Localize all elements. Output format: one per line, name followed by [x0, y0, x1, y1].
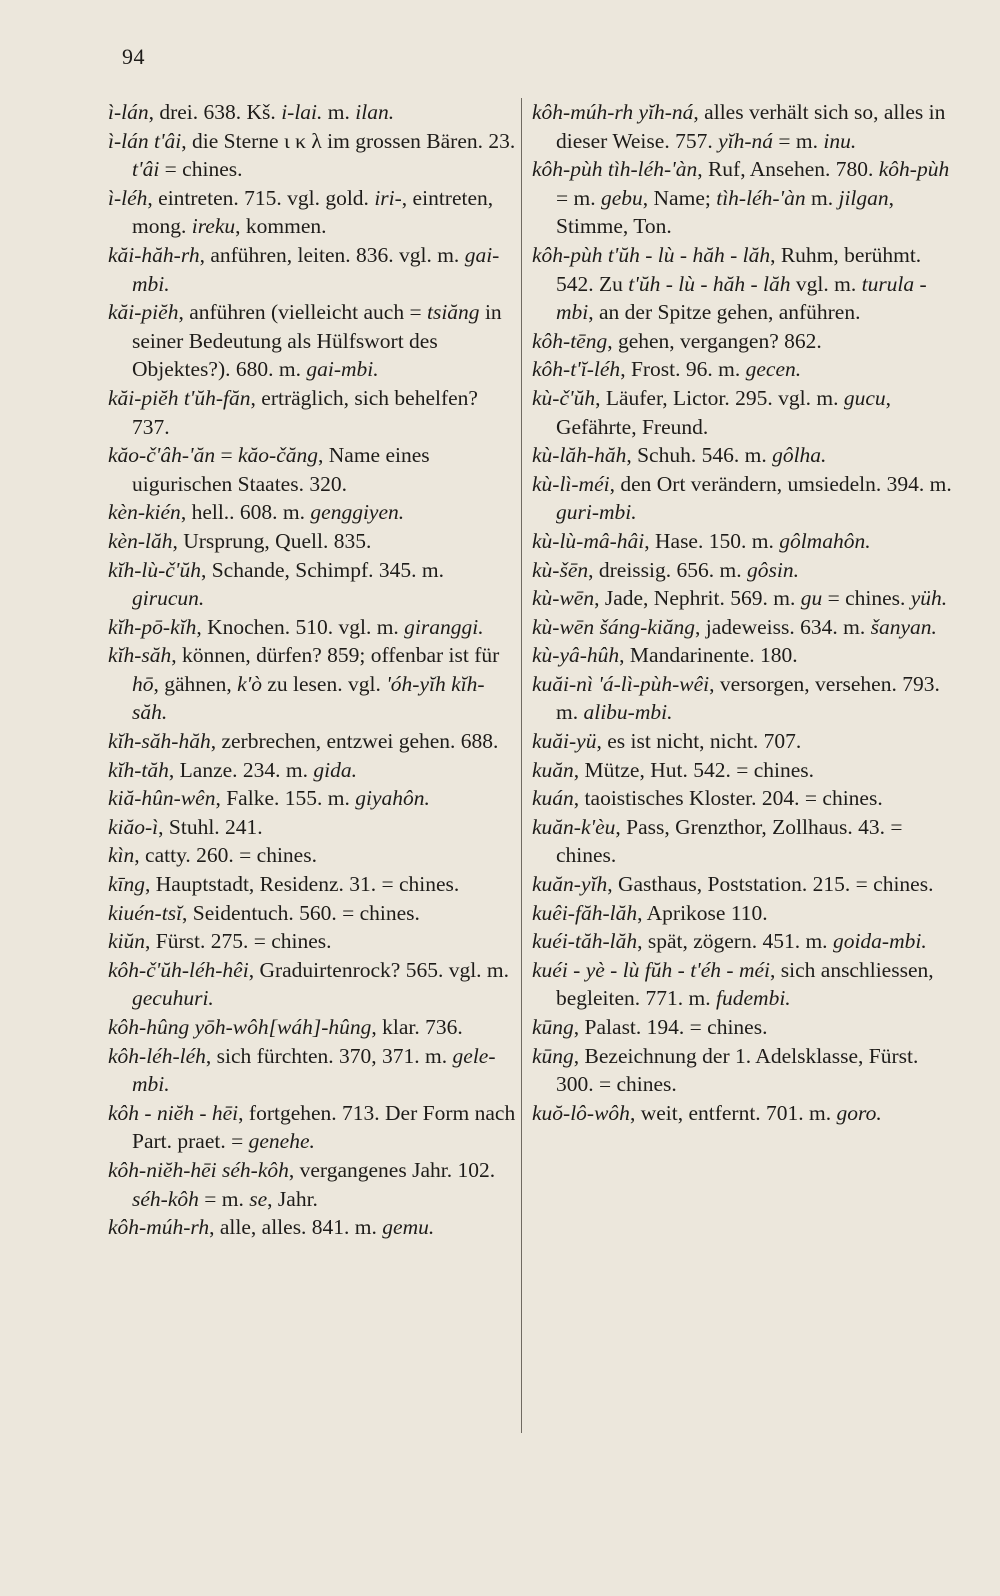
dictionary-entry: kĭh-săh-hăh, zerbrechen, entzwei gehen. 688. [108, 729, 499, 754]
dictionary-entry: kĭh-săh, können, dürfen? 859; offenbar ist für hō, gähnen, k'ò zu lesen. vgl. 'óh-yĭh kĭh-săh. [108, 643, 500, 725]
dictionary-entry: kuăn-yĭh, Gasthaus, Poststation. 215. = chines. [532, 872, 934, 897]
dictionary-entry: kù-lù-mâ-hâi, Hase. 150. m. gôlmahôn. [532, 528, 871, 553]
dictionary-entry: kĭh-pō-kĭh, Knochen. 510. vgl. m. giranggi. [108, 614, 484, 639]
right-column [532, 98, 956, 1127]
dictionary-entry: ì-léh, eintreten. 715. vgl. gold. iri-, eintreten, mong. ireku, kommen. [108, 185, 494, 239]
dictionary-entry: kôh-niĕh-hēi séh-kôh, vergangenes Jahr. 102. séh-kôh = m. se, Jahr. [108, 1157, 496, 1211]
dictionary-entry: kăo-č'âh-'ăn = kăo-čăng, Name eines uigurischen Staates. 320. [108, 443, 430, 496]
dictionary-entry: kìn, catty. 260. = chines. [108, 843, 317, 868]
dictionary-entry: kôh-tēng, gehen, vergangen? 862. [532, 328, 822, 353]
dictionary-entry: kôh-múh-rh yĭh-ná, alles verhält sich so, alles in dieser Weise. 757. yĭh-ná = m. inu. [532, 100, 946, 153]
dictionary-entry: kuăi-nì 'á-lì-pùh-wêi, versorgen, versehen. 793. m. alibu-mbi. [532, 671, 940, 725]
dictionary-entry: kù-wēn, Jade, Nephrit. 569. m. gu = chines. yüh. [532, 586, 948, 611]
dictionary-entry: kuán, taoistisches Kloster. 204. = chines. [532, 786, 883, 811]
dictionary-entry: kôh-léh-léh, sich fürchten. 370, 371. m. gele-mbi. [108, 1043, 496, 1097]
dictionary-entry: kôh-múh-rh, alle, alles. 841. m. gemu. [108, 1215, 435, 1240]
left-column [108, 98, 518, 1242]
page-number: 94 [122, 44, 145, 69]
dictionary-entry: kiŭn, Fürst. 275. = chines. [108, 929, 332, 954]
dictionary-entry: kuêi-făh-lăh, Aprikose 110. [532, 900, 768, 925]
dictionary-entry: kù-lăh-hăh, Schuh. 546. m. gôlha. [532, 443, 827, 468]
dictionary-entry: ì-lán t'âi, die Sterne ι κ λ im grossen Bären. 23. t'âi = chines. [108, 128, 516, 182]
dictionary-entry: kūng, Bezeichnung der 1. Adelsklasse, Fürst. 300. = chines. [532, 1043, 919, 1097]
dictionary-entry: kù-wēn šáng-kiăng, jadeweiss. 634. m. šanyan. [532, 614, 937, 639]
dictionary-entry: kôh-t'ĭ-léh, Frost. 96. m. gecen. [532, 357, 802, 382]
dictionary-entry: kôh-pùh tìh-léh-'àn, Ruf, Ansehen. 780. kôh-pùh = m. gebu, Name; tìh-léh-'àn m. jilgan, Stimme, Ton. [532, 157, 950, 239]
dictionary-entry: kiăo-ì, Stuhl. 241. [108, 814, 263, 839]
dictionary-entry: kĭh-tăh, Lanze. 234. m. gida. [108, 757, 358, 782]
dictionary-entry: kuăn-k'èu, Pass, Grenzthor, Zollhaus. 43. = chines. [532, 814, 903, 868]
dictionary-entry: kuăi-yü, es ist nicht, nicht. 707. [532, 729, 802, 754]
dictionary-entry: kôh-pùh t'ŭh - lù - hăh - lăh, Ruhm, berühmt. 542. Zu t'ŭh - lù - hăh - lăh vgl. m. turula - mbi, an der Spitze gehen, anführen. [532, 242, 927, 325]
dictionary-entry: kūng, Palast. 194. = chines. [532, 1015, 768, 1039]
dictionary-entry: kù-č'ŭh, Läufer, Lictor. 295. vgl. m. gucu, Gefährte, Freund. [532, 385, 891, 439]
dictionary-entry: kôh-č'ŭh-léh-hêi, Graduirtenrock? 565. vgl. m. gecuhuri. [108, 957, 510, 1011]
dictionary-entry: kuăn, Mütze, Hut. 542. = chines. [532, 757, 815, 782]
dictionary-entry: kăi-piĕh, anführen (vielleicht auch = tsiăng in seiner Bedeutung als Hülfswort des Objektes?). 680. m. gai-mbi. [108, 300, 502, 382]
dictionary-entry: kèn-lăh, Ursprung, Quell. 835. [108, 528, 372, 553]
dictionary-entry: kôh-hûng yōh-wôh[wáh]-hûng, klar. 736. [108, 1015, 463, 1039]
column-divider [521, 98, 522, 1433]
dictionary-entry: kăi-piĕh t'ŭh-făn, erträglich, sich behelfen? 737. [108, 385, 478, 439]
dictionary-entry: kù-šēn, dreissig. 656. m. gôsin. [532, 557, 799, 582]
dictionary-entry: kù-lì-méi, den Ort verändern, umsiedeln. 394. m. guri-mbi. [532, 471, 952, 525]
dictionary-entry: kĭh-lù-č'ŭh, Schande, Schimpf. 345. m. girucun. [108, 557, 444, 611]
dictionary-entry: kuéi - yè - lù fŭh - t'éh - méi, sich anschliessen, begleiten. 771. m. fudembi. [532, 957, 934, 1011]
dictionary-entry: kèn-kién, hell.. 608. m. genggiyen. [108, 500, 405, 525]
dictionary-entry: kuéi-tăh-lăh, spät, zögern. 451. m. goida-mbi. [532, 929, 927, 954]
dictionary-entry: kăi-hăh-rh, anführen, leiten. 836. vgl. m. gai-mbi. [108, 242, 500, 296]
dictionary-entry: kuŏ-lô-wôh, weit, entfernt. 701. m. goro. [532, 1100, 882, 1125]
dictionary-entry: kīng, Hauptstadt, Residenz. 31. = chines. [108, 872, 460, 897]
dictionary-entry: ì-lán, drei. 638. Kš. i-lai. m. ilan. [108, 100, 395, 124]
dictionary-entry: kôh - niĕh - hēi, fortgehen. 713. Der Form nach Part. praet. = genehe. [108, 1100, 516, 1154]
dictionary-entry: kiuén-tsĭ, Seidentuch. 560. = chines. [108, 900, 420, 925]
dictionary-entry: kù-yâ-hûh, Mandarinente. 180. [532, 643, 798, 668]
dictionary-entry: kiă-hûn-wên, Falke. 155. m. giyahôn. [108, 786, 430, 811]
